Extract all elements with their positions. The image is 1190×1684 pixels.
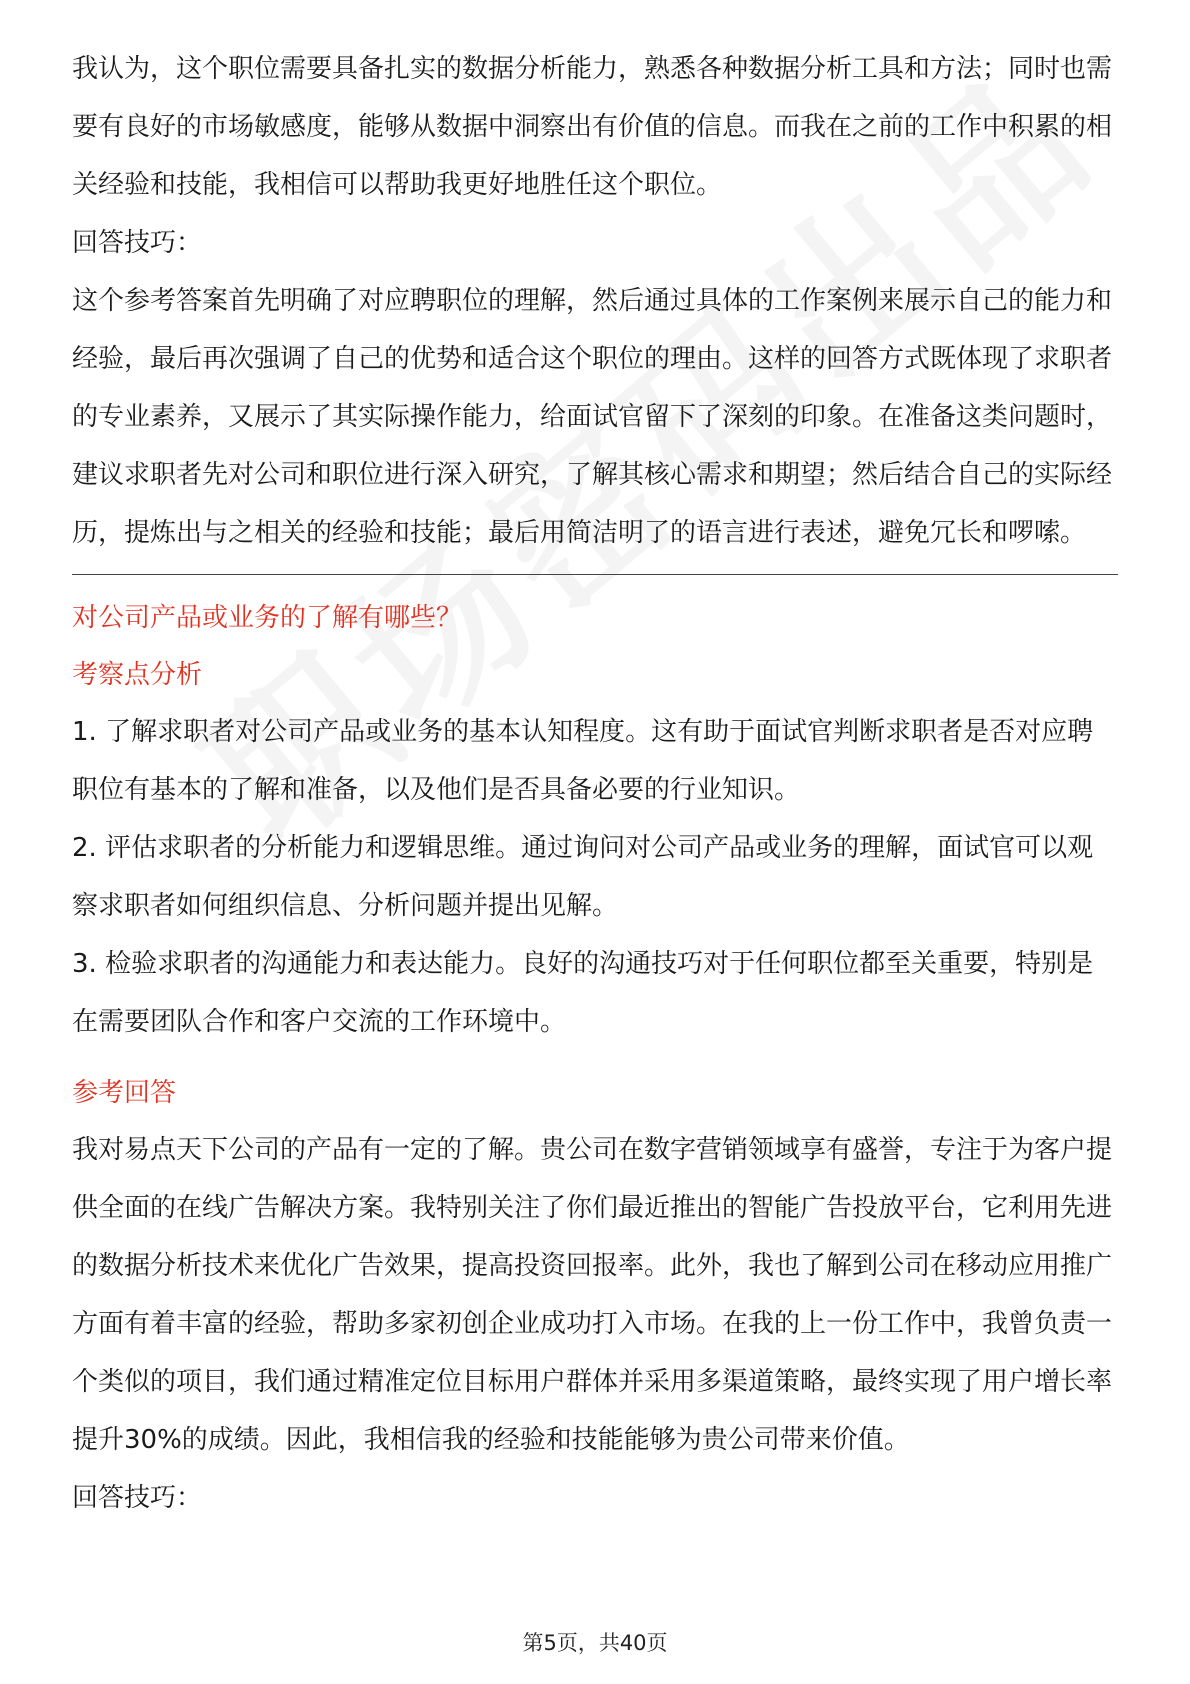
tips-text: 这个参考答案首先明确了对应聘职位的理解，然后通过具体的工作案例来展示自己的能力和经验，最后再次强调了自己的优势和适合这个职位的理由。这样的回答方式既体现了求职者的专业素养，又展示了其实际操作能力，给面试官留下了深刻的印象。在准备这类问题时，建议求职者先对公司和职位进行深入研究，了解其核心需求和期望；然后结合自己的实际经历，提炼出与之相关的经验和技能；最后用简洁明了的语言进行表述，避免冗长和啰嗦。 (72, 286, 1113, 548)
reference-title: 参考回答 (72, 1078, 177, 1108)
tips-label-2: 回答技巧： (72, 1483, 203, 1513)
analysis-point-3: 3. 检验求职者的沟通能力和表达能力。良好的沟通技巧对于任何职位都至关重要，特别是在需要团队合作和客户交流的工作环境中。 (72, 949, 1094, 1037)
tips-label: 回答技巧： (72, 228, 203, 258)
answer-paragraph: 我认为，这个职位需要具备扎实的数据分析能力，熟悉各种数据分析工具和方法；同时也需要有良好的市场敏感度，能够从数据中洞察出有价值的信息。而我在之前的工作中积累的相关经验和技能，我相信可以帮助我更好地胜任这个职位。 (72, 54, 1113, 200)
analysis-point-2: 2. 评估求职者的分析能力和逻辑思维。通过询问对公司产品或业务的理解，面试官可以观察求职者如何组织信息、分析问题并提出见解。 (72, 833, 1094, 921)
analysis-point-1: 1. 了解求职者对公司产品或业务的基本认知程度。这有助于面试官判断求职者是否对应聘职位有基本的了解和准备，以及他们是否具备必要的行业知识。 (72, 717, 1094, 805)
reference-answer: 我对易点天下公司的产品有一定的了解。贵公司在数字营销领域享有盛誉，专注于为客户提供全面的在线广告解决方案。我特别关注了你们最近推出的智能广告投放平台，它利用先进的数据分析技术来优化广告效果，提高投资回报率。此外，我也了解到公司在移动应用推广方面有着丰富的经验，帮助多家初创企业成功打入市场。在我的上一份工作中，我曾负责一个类似的项目，我们通过精准定位目标用户群体并采用多渠道策略，最终实现了用户增长率提升30%的成绩。因此，我相信我的经验和技能能够为贵公司带来价值。 (72, 1135, 1113, 1455)
question-title: 对公司产品或业务的了解有哪些？ (72, 603, 463, 633)
page-content (72, 40, 1118, 1527)
page-number: 第5页，共40页 (522, 1631, 668, 1655)
section-divider (72, 574, 1118, 575)
analysis-title: 考察点分析 (72, 660, 203, 690)
